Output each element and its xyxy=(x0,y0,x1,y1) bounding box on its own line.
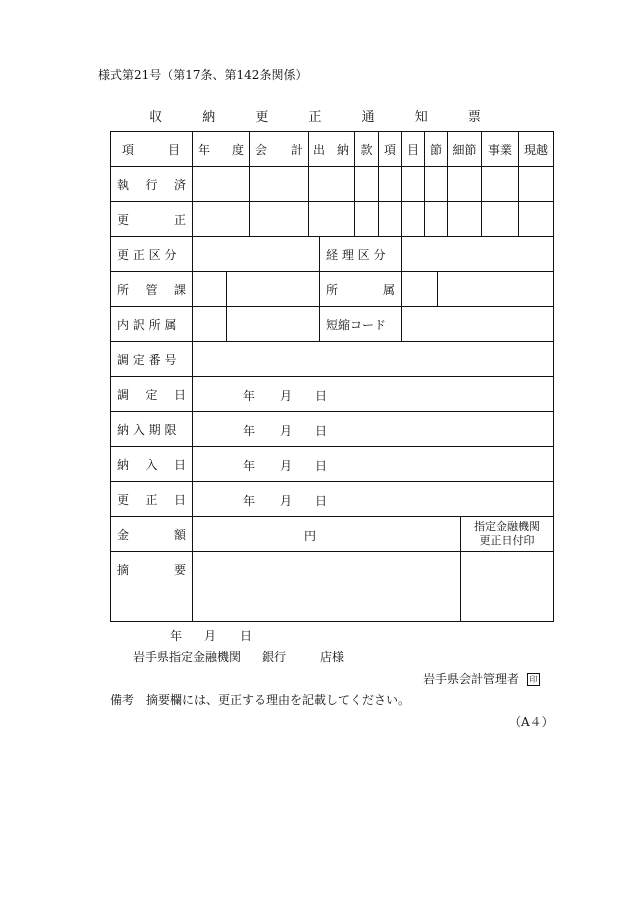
footer-year-unit: 年 xyxy=(170,629,183,643)
designated-bank-prefix: 岩手県指定金融機関 xyxy=(133,650,242,664)
managing-section-label xyxy=(117,272,186,306)
footer-day-unit: 日 xyxy=(240,629,253,643)
bank-suffix: 銀行 xyxy=(262,650,287,664)
payment-deadline-label: 納 入 期 限 xyxy=(117,422,177,437)
short-code-label: 短縮コード xyxy=(326,317,387,332)
breakdown-affiliation-label: 内 訳 所 属 xyxy=(117,317,177,332)
accounting-category-label: 経 理 区 分 xyxy=(326,247,386,262)
item-header xyxy=(122,132,180,166)
bank-stamp-line-1: 指定金融機関 xyxy=(474,520,540,533)
affiliation-label xyxy=(326,272,395,306)
date-day-unit: 日 xyxy=(315,424,328,438)
correction-date-char-3: 日 xyxy=(173,492,186,507)
executed-char-2: 行 xyxy=(145,177,158,192)
assessment-date-label xyxy=(117,377,186,411)
correction-category-label: 更 正 区 分 xyxy=(117,247,177,262)
yen-unit: 円 xyxy=(304,529,317,543)
remarks-note: 備考 摘要欄には、更正する理由を記載してください。 xyxy=(110,693,411,707)
fiscal-year-char-1: 年 xyxy=(198,142,211,157)
date-month-unit: 月 xyxy=(280,459,293,473)
assessment-date-char-1: 調 xyxy=(117,387,130,402)
payment-date-char-2: 入 xyxy=(145,457,158,472)
date-year-unit: 年 xyxy=(243,389,256,403)
amount-char-2: 額 xyxy=(173,527,186,542)
date-day-unit: 日 xyxy=(315,459,328,473)
paper-size-label: （A４） xyxy=(509,715,554,729)
managing-section-char-1: 所 xyxy=(117,282,130,297)
date-month-unit: 月 xyxy=(280,389,293,403)
payment-date-char-3: 日 xyxy=(173,457,186,472)
date-month-unit: 月 xyxy=(280,424,293,438)
seal-stamp: 印 xyxy=(527,673,540,686)
account-char-1: 会 xyxy=(255,142,268,157)
carryover-header: 現越 xyxy=(523,142,548,157)
assessment-date-char-3: 日 xyxy=(173,387,186,402)
managing-section-char-3: 課 xyxy=(173,282,186,297)
bank-stamp-line-2: 更正日付印 xyxy=(479,534,535,547)
executed-char-1: 執 xyxy=(117,177,130,192)
date-year-unit: 年 xyxy=(243,459,256,473)
date-year-unit: 年 xyxy=(243,494,256,508)
account-char-2: 計 xyxy=(290,142,303,157)
amount-char-1: 金 xyxy=(117,527,130,542)
affiliation-char-1: 所 xyxy=(326,282,339,297)
kan-header: 款 xyxy=(360,142,373,157)
correction-date-char-1: 更 xyxy=(117,492,130,507)
form-number-header: 様式第21号（第17条、第142条関係） xyxy=(98,68,308,82)
branch-suffix: 店様 xyxy=(320,650,345,664)
date-year-unit: 年 xyxy=(243,424,256,438)
fiscal-year-char-2: 度 xyxy=(231,142,244,157)
saisetsu-header: 細節 xyxy=(452,142,477,157)
correction-date-label xyxy=(117,482,186,516)
date-day-unit: 日 xyxy=(315,494,328,508)
summary-char-2: 要 xyxy=(173,562,186,577)
accounting-manager xyxy=(423,670,540,687)
footer-month-unit: 月 xyxy=(204,629,217,643)
setsu-header: 節 xyxy=(429,142,442,157)
summary-char-1: 摘 xyxy=(117,562,130,577)
project-header: 事業 xyxy=(487,142,512,157)
item-header-char-2: 目 xyxy=(167,142,180,157)
disbursement-header xyxy=(313,132,349,166)
moku-header: 目 xyxy=(406,142,419,157)
managing-section-char-2: 管 xyxy=(145,282,158,297)
assessment-date-char-2: 定 xyxy=(145,387,158,402)
summary-label xyxy=(117,552,186,586)
payment-date-char-1: 納 xyxy=(117,457,130,472)
disbursement-char-1: 出 xyxy=(313,142,326,157)
correction-char-2: 正 xyxy=(173,212,186,227)
form-title: 収 納 更 正 通 知 票 xyxy=(149,110,499,125)
executed-label xyxy=(117,167,186,201)
affiliation-char-2: 属 xyxy=(382,282,395,297)
executed-char-3: 済 xyxy=(173,177,186,192)
fiscal-year-header xyxy=(198,132,244,166)
account-header xyxy=(255,132,303,166)
correction-label xyxy=(117,202,186,236)
amount-label xyxy=(117,517,186,551)
bank-stamp-label xyxy=(461,520,553,548)
disbursement-char-2: 納 xyxy=(336,142,349,157)
date-month-unit: 月 xyxy=(280,494,293,508)
correction-date-char-2: 正 xyxy=(145,492,158,507)
item-header-char-1: 項 xyxy=(122,142,135,157)
assessment-number-label: 調 定 番 号 xyxy=(117,352,177,367)
correction-char-1: 更 xyxy=(117,212,130,227)
date-day-unit: 日 xyxy=(315,389,328,403)
accounting-manager-label: 岩手県会計管理者 xyxy=(423,672,520,686)
kou-header: 項 xyxy=(383,142,396,157)
payment-date-label xyxy=(117,447,186,481)
